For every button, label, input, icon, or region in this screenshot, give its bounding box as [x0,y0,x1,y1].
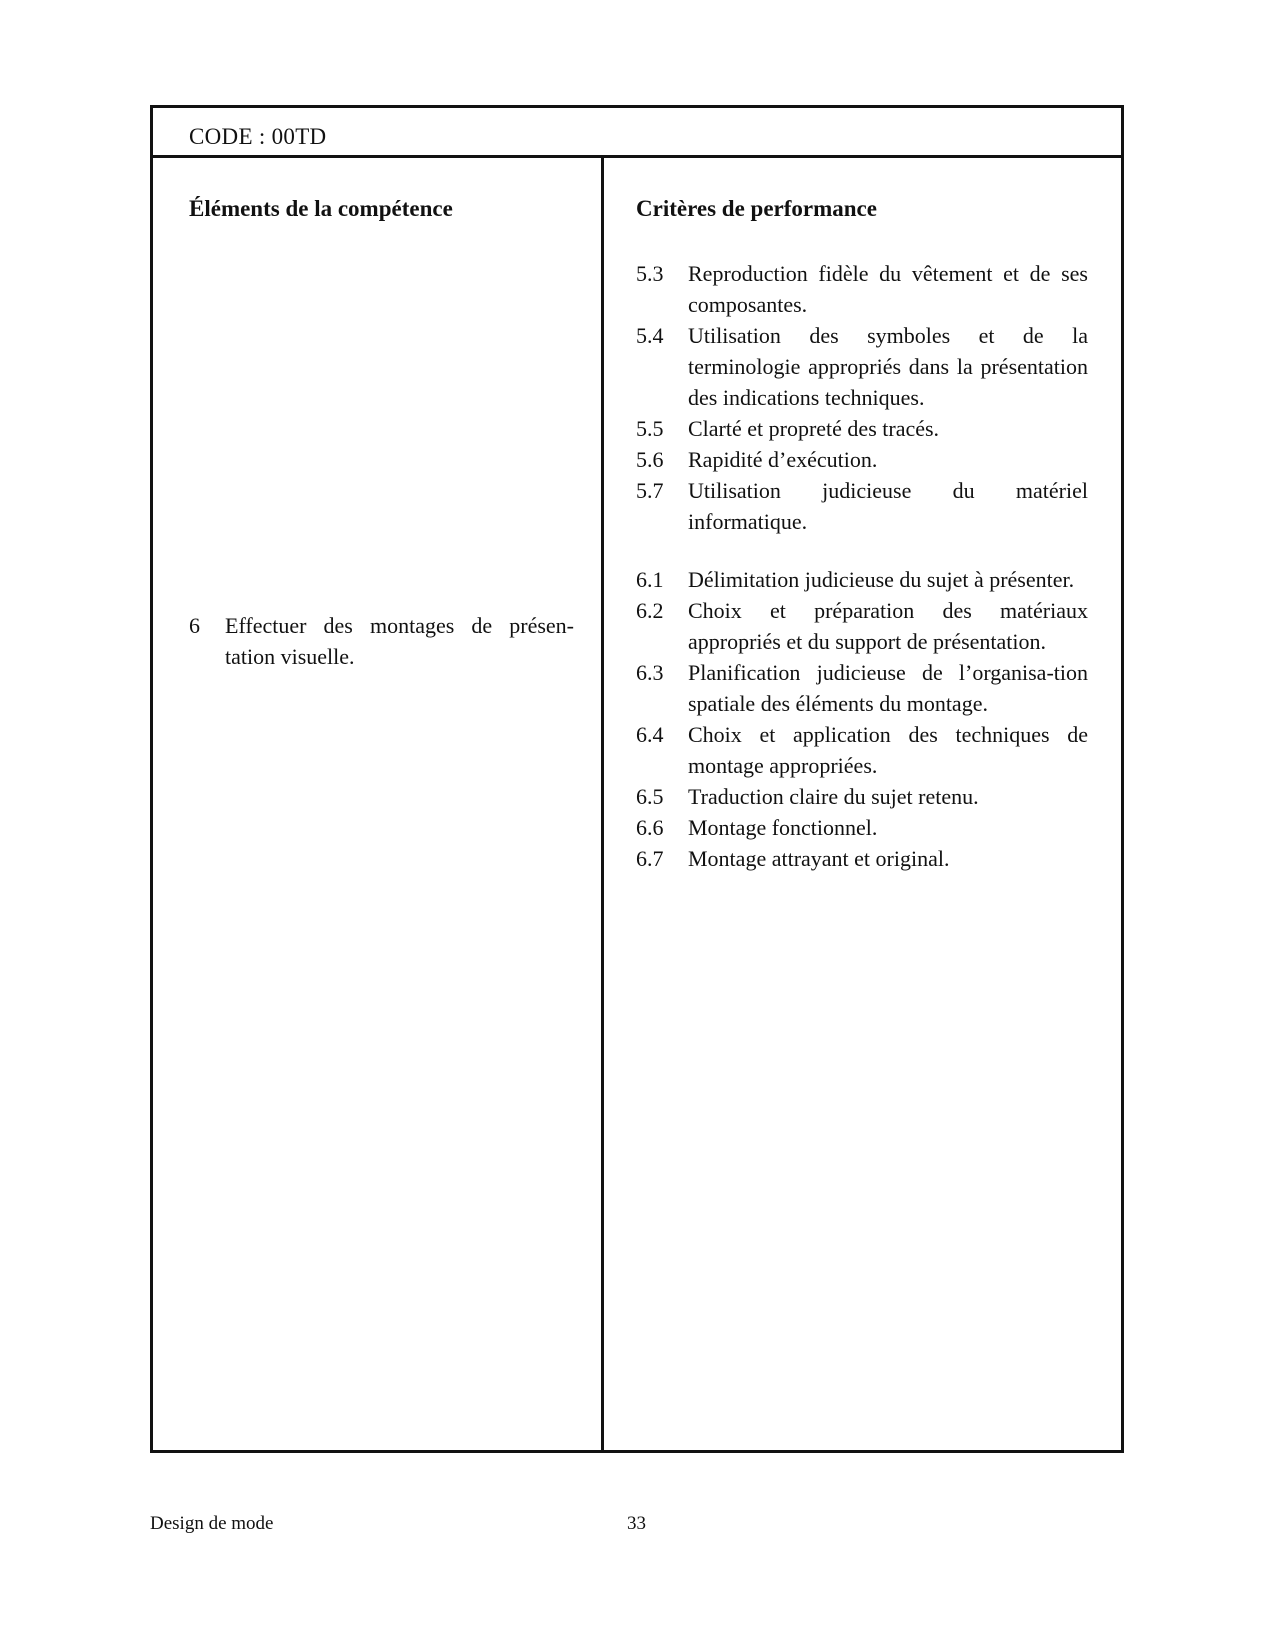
criterion-text: Traduction claire du sujet retenu. [688,784,979,809]
criterion-item [636,413,1088,444]
column-divider [601,155,604,1453]
footer-page-number: 33 [627,1513,646,1534]
criterion-item [636,258,1088,320]
criterion-number: 6.4 [636,722,664,747]
criterion-item [636,657,1088,719]
code-row [153,108,1121,158]
criterion-item [636,812,1088,843]
code-label: CODE : 00TD [189,124,327,149]
footer-program-name: Design de mode [150,1513,274,1534]
criteria-heading: Critères de performance [636,196,877,221]
criterion-item [636,564,1088,595]
criterion-item [636,595,1088,657]
element-text: Effectuer des montages de présen-tation visuelle. [225,613,574,669]
criterion-text: Reproduction fidèle du vêtement et de ses composantes. [688,261,1088,317]
criterion-number: 6.5 [636,784,664,809]
criteria-column [636,196,1088,874]
criterion-number: 6.1 [636,567,664,592]
criterion-item [636,719,1088,781]
criterion-item [636,843,1088,874]
criterion-item [636,320,1088,413]
criteria-group-6 [636,564,1088,874]
criterion-item [636,444,1088,475]
criterion-number: 5.3 [636,261,664,286]
criterion-text: Choix et application des techniques de montage appropriées. [688,722,1088,778]
element-number: 6 [189,613,200,638]
criterion-number: 6.6 [636,815,664,840]
element-item [189,610,574,672]
criterion-item [636,475,1088,537]
criterion-text: Utilisation des symboles et de la terminologie appropriés dans la présentation des indications techniques. [688,323,1088,410]
criterion-text: Utilisation judicieuse du matériel informatique. [688,478,1088,534]
criterion-text: Clarté et propreté des tracés. [688,416,940,441]
criterion-number: 5.7 [636,478,664,503]
criterion-text: Rapidité d’exécution. [688,447,878,472]
criteria-group-5 [636,258,1088,537]
criterion-number: 5.5 [636,416,664,441]
elements-column [189,196,574,672]
group-spacer [636,537,1088,564]
criterion-text: Montage fonctionnel. [688,815,878,840]
criterion-number: 6.7 [636,846,664,871]
competency-table [150,105,1124,1453]
criterion-text: Planification judicieuse de l’organisa-tion spatiale des éléments du montage. [688,660,1088,716]
elements-heading: Éléments de la compétence [189,196,453,221]
criterion-number: 6.3 [636,660,664,685]
criterion-number: 5.6 [636,447,664,472]
criterion-number: 6.2 [636,598,664,623]
criterion-item [636,781,1088,812]
criterion-text: Choix et préparation des matériaux appropriés et du support de présentation. [688,598,1088,654]
criterion-text: Délimitation judicieuse du sujet à présenter. [688,567,1075,592]
criterion-text: Montage attrayant et original. [688,846,950,871]
criterion-number: 5.4 [636,323,664,348]
